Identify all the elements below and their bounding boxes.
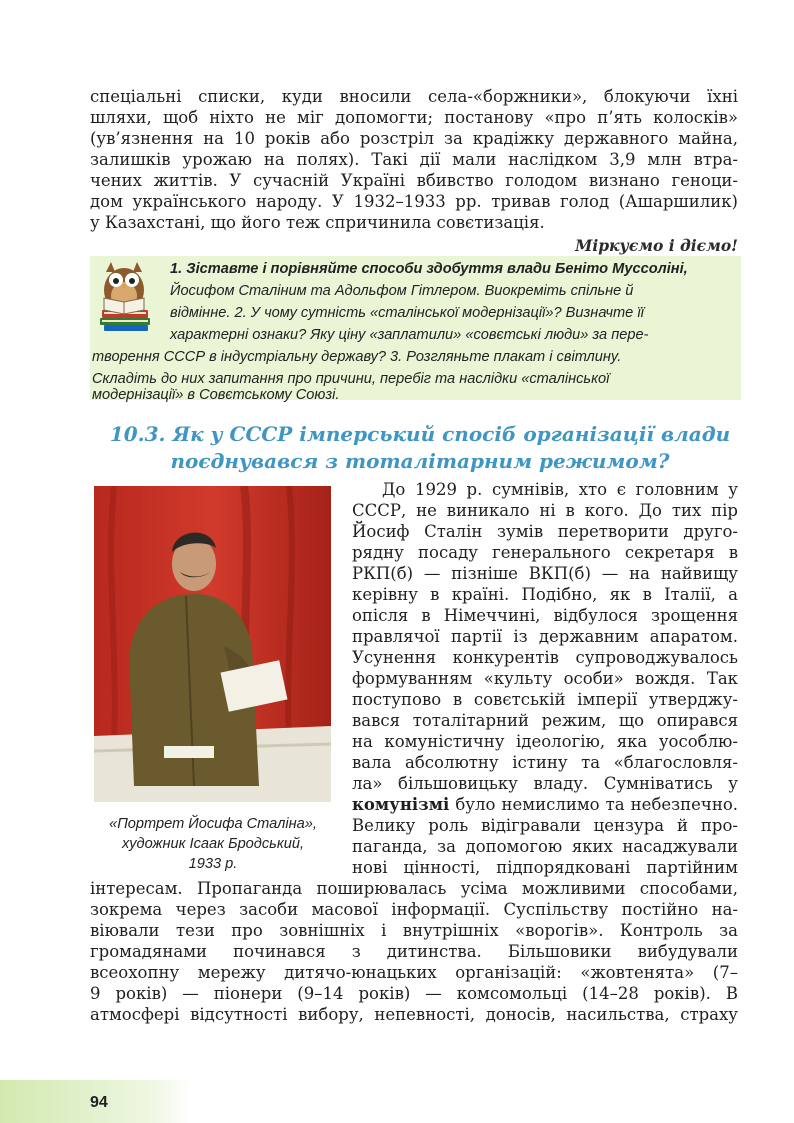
figure-caption-line-1: «Портрет Йосифа Сталіна», [109,816,317,832]
task-box [90,256,741,403]
text-line: вала абсолютну істину та «благословля- [352,753,738,772]
text-line: інтересам. Пропаганда поширювалась усіма можливими способами, [90,879,738,898]
text-line: нові цінності, підпорядковані партійним [352,858,738,877]
text-line: опісля в Німеччині, відбулося зрощення [352,606,738,625]
text-line: До 1929 р. сумнівів, хто є головним у [382,480,738,499]
text-line: атмосфері відсутності вибору, непевності, доносів, насильства, страху [90,1005,738,1024]
task-line-7: модернізації» в Совєтському Союзі. [92,387,340,403]
text-line: у Казахстані, що його теж спричинила совєтизація. [90,213,545,232]
text-line: ла» більшовицьку владу. Сумніватись у [352,774,738,793]
bold-term: комунізмі [352,795,450,814]
owl-reading-books-icon [94,258,154,332]
text-line: зокрема через засоби масової інформації. Суспільству постійно на- [90,900,738,919]
text-line: комунізмі було немислимо та небезпечно. [352,795,738,814]
task-line-4: характерні ознаки? Яку ціну «заплатили» «совєтські люди» за пере- [170,327,649,343]
text-line: Йосиф Сталін зумів перетворити друго- [352,522,738,541]
text-line: чених життів. У сучасній Україні вбивство голодом визнано геноци- [90,171,738,190]
task-line-3: відмінне. 2. У чому сутність «сталінської модернізації»? Визначте її [170,305,644,321]
text-line: віювали тези про зовнішніх і внутрішніх «ворогів». Контроль за [90,921,738,940]
text-line: громадянами починався з дитинства. Більшовики вибудували [90,942,738,961]
text-line: 9 років) — піонери (9–14 років) — комсомольці (14–28 років). В [90,984,738,1003]
text-line: шляхи, щоб ніхто не міг допомогти; постанову «про п’ять колосків» [90,108,738,127]
text-line: вався тоталітарний режим, що опирався [352,711,738,730]
text-line: Велику роль відігравали цензура й про- [352,816,738,835]
text-line: рядну посаду генерального секретаря в [352,543,738,562]
text-line: дом українського народу. У 1932–1933 рр. тривав голод (Ашаршилик) [90,192,738,211]
task-line-1: 1. Зіставте і порівняйте способи здобуття влади Беніто Муссоліні, [170,261,688,277]
page-number: 94 [90,1094,108,1111]
text-line: паганда, за допомогою яких насаджували [352,837,738,856]
text-line: всеохопну мережу дитячо-юнацьких організацій: «жовтенята» (7– [90,963,738,982]
task-line-2: Йосифом Сталіним та Адольфом Гітлером. Виокреміть спільне й [170,283,634,299]
text-line: формуванням «культу особи» вождя. Так [352,669,738,688]
section-title: 10.3. Як у СССР імперський спосіб організації влади [109,422,731,446]
stalin-portrait-image [94,486,331,802]
text-line: поступово в совєтській імперії утверджу- [352,690,738,709]
text-line: СССР, не виникало ні в кого. До тих пір [352,501,738,520]
task-tagline: Міркуємо і діємо! [575,236,738,255]
task-line-5: творення СССР в індустріальну державу? 3. Розгляньте плакат і світлину. [92,349,622,365]
text-line: (ув’язнення на 10 років або розстріл за крадіжку державного майна, [90,129,738,148]
text-line: спеціальні списки, куди вносили села-«боржники», блокуючи їхні [90,87,738,106]
intro-paragraph [90,86,738,233]
text-line: РКП(б) — пізніше ВКП(б) — на найвищу [352,564,738,583]
task-line-6: Складіть до них запитання про причини, перебіг та наслідки «сталінської [92,371,610,387]
body-column [352,479,738,878]
figure-caption-line-2: художник Ісаак Бродський, [121,836,305,852]
figure-caption-line-3: 1933 р. [188,856,238,872]
text-line: залишків урожаю на полях). Такі дії мали наслідком 3,9 млн втра- [90,150,738,169]
text-line: на комуністичну ідеологію, яка уособлю- [352,732,738,751]
body-wide [90,878,738,1025]
text-line: Усунення конкурентів супроводжувалось [352,648,738,667]
section-title-line-2: поєднувався з тоталітарним режимом? [170,449,670,473]
text-line: правлячої партії із державним апаратом. [352,627,738,646]
text-line: керівну в країні. Подібно, як в Італії, а [352,585,738,604]
